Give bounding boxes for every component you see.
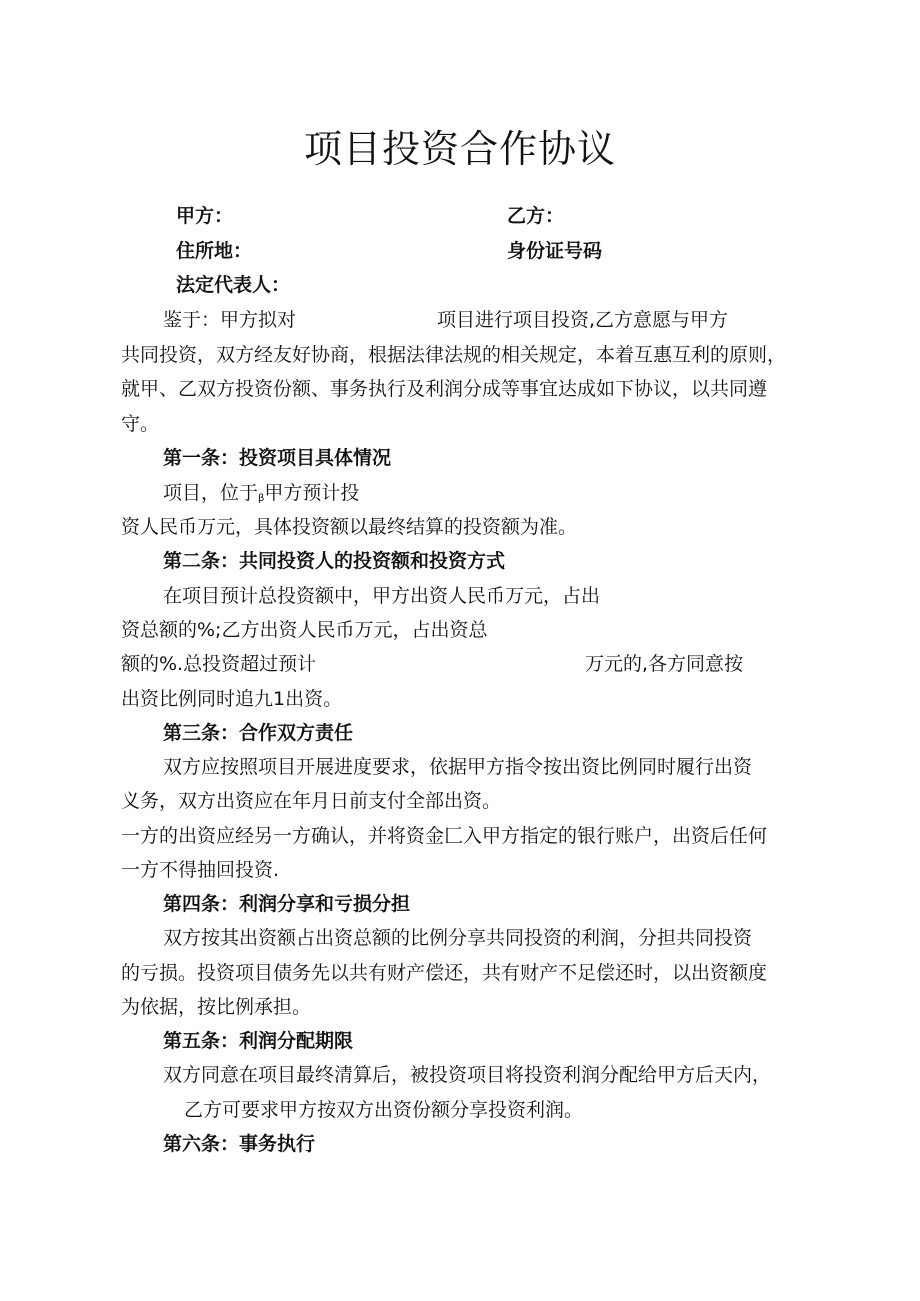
article-4-line-3: 为依据，按比例承担。 [121, 996, 312, 1018]
article-3-line-2: 义务，双方出资应在年月日前支付全部出资。 [121, 790, 502, 812]
preamble-line-2: 共同投资，双方经友好协商，根据法律法规的相关规定，本着互惠互利的原则， [121, 344, 787, 366]
id-number-label: 身份证号码 [507, 240, 603, 262]
address-label: 住所地： [176, 240, 253, 262]
preamble-line-4: 守。 [121, 413, 160, 435]
article-6-heading: 第六条：事务执行 [163, 1133, 316, 1155]
preamble-line-1b: 项目进行项目投资,乙方意愿与甲方 [437, 309, 729, 331]
article-2-line-2: 资总额的%;乙方出资人民币万元，占出资总 [121, 619, 488, 641]
article-1-line-1a: 项目，位于 [163, 482, 259, 504]
article-2-line-3b: 万元的,各方同意按 [585, 653, 744, 675]
preamble-line-3: 就甲、乙双方投资份额、事务执行及利润分成等事宜达成如下协议，以共同遵 [121, 378, 768, 400]
article-2-line-4: 出资比例同时追九1出资。 [121, 688, 343, 710]
beta-mark: β [258, 493, 265, 504]
preamble-line-1a: 鉴于：甲方拟对 [163, 309, 297, 331]
article-1-heading: 第一条：投资项目具体情况 [163, 447, 392, 469]
article-4-line-1: 双方按其出资额占出资总额的比例分享共同投资的利润，分担共同投资 [163, 927, 753, 949]
article-1-line-2: 资人民币万元，具体投资额以最终结算的投资额为准。 [121, 516, 578, 538]
article-4-line-2: 的亏损。投资项目债务先以共有财产偿还，共有财产不足偿还时，以出资额度 [121, 962, 768, 984]
article-3-heading: 第三条：合作双方责任 [163, 722, 354, 744]
article-3-line-1: 双方应按照项目开展进度要求，依据甲方指令按出资比例同时履行出资 [163, 756, 753, 778]
party-b-label: 乙方： [507, 205, 565, 227]
article-5-heading: 第五条：利润分配期限 [163, 1030, 354, 1052]
article-2-heading: 第二条：共同投资人的投资额和投资方式 [163, 550, 506, 572]
document-title: 项目投资合作协议 [303, 127, 616, 171]
article-4-heading: 第四条：利润分享和亏损分担 [163, 893, 411, 915]
legal-representative-label: 法定代表人： [176, 274, 291, 296]
article-1-line-1 [163, 480, 359, 512]
article-2-line-3a: 额的%.总投资超过预计 [121, 653, 317, 675]
article-5-line-2: 乙方可要求甲方按双方出资份额分享投资利润。 [184, 1099, 584, 1121]
article-2-line-1: 在项目预计总投资额中，甲方出资人民币万元，占出 [163, 585, 601, 607]
party-a-label: 甲方： [176, 205, 234, 227]
article-3-line-3: 一方的出资应经另一方确认，并将资金匚入甲方指定的银行账户，出资后任何 [121, 825, 768, 847]
article-3-line-4: 一方不得抽回投资. [121, 859, 280, 881]
article-5-line-1: 双方同意在项目最终清算后，被投资项目将投资利润分配给甲方后天内， [163, 1064, 772, 1086]
article-1-line-1b: 甲方预计投 [264, 482, 360, 504]
